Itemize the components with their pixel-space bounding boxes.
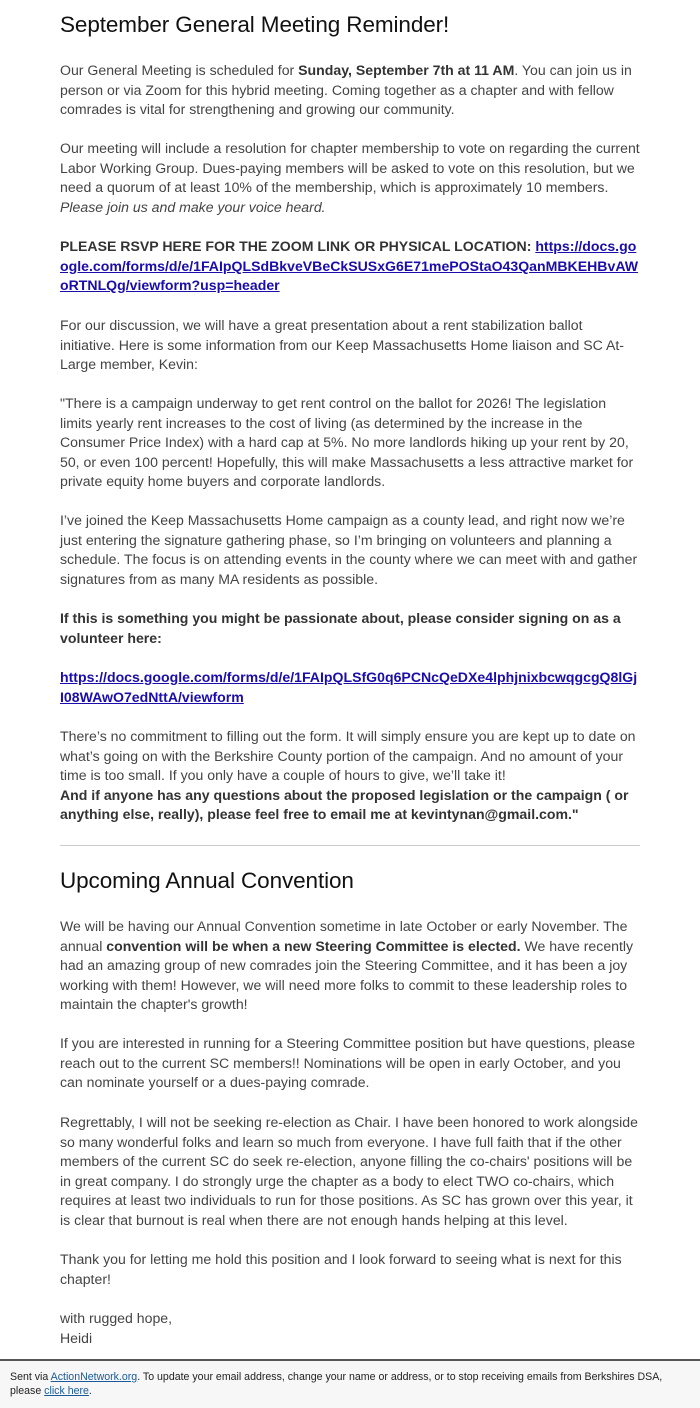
convention-paragraph-1: We will be having our Annual Convention sometime in late October or early November. The annual convention will be when a new Steering Committee is elected. We have recently had an amazing group of new comrades join the Steering Committee, and it has been a joy working with them! However, we will need more folks to commit to these leadership roles to maintain the chapter's growth! — [60, 918, 634, 1012]
convention-paragraph-2: If you are interested in running for a Steering Committee position but have questions, please reach out to the current SC members!! Nominations will be open in early October, and you can nominate yourself or a dues-paying comrade. — [60, 1035, 636, 1090]
convention-heading: Upcoming Annual Convention — [60, 868, 354, 893]
meeting-heading: September General Meeting Reminder! — [60, 12, 450, 37]
quote-paragraph-1: "There is a campaign underway to get rent control on the ballot for 2026! The legislation limits yearly rent increases to the cost of living (as determined by the increase in the Consumer Price Index) with a hard cap at 5%. No more landlords hiking up your rent by 20, 50, or even 100 percent! Hopefully, this will make Massachusetts a less attractive market for private equity home buyers and corporate landlords. — [60, 395, 634, 489]
unsubscribe-link[interactable]: click here — [44, 1385, 89, 1397]
convention-highlight: convention will be when a new Steering Committee is elected. — [106, 937, 521, 954]
volunteer-link[interactable]: https://docs.google.com/forms/d/e/1FAIpQLSfG0q6PCNcQeDXe4lphjnixbcwqgcgQ8lGjI08WAwO7edNttA/viewform — [60, 669, 638, 705]
section-divider — [60, 845, 640, 846]
quote-paragraph-2: I’ve joined the Keep Massachusetts Home campaign as a county lead, and right now we’re just entering the signature gathering phase, so I’m bringing on volunteers and planning a schedule. The focus is on attending events in the county where we can meet with and gather signatures from as many MA residents as possible. — [60, 512, 638, 587]
resolution-paragraph: Our meeting will include a resolution for chapter membership to vote on regarding the current Labor Working Group. Dues-paying members will be asked to vote on this resolution, but we need a quorum of at least 10% of the membership, which is approximately 10 members. Please join us and make your voice heard. — [60, 140, 640, 215]
contact-note: And if anyone has any questions about the proposed legislation or the campaign ( or anything else, really), please feel free to email me at kevintynan@gmail.com." — [60, 786, 629, 822]
discussion-paragraph: For our discussion, we will have a great presentation about a rent stabilization ballot initiative. Here is some information from our Keep Massachusetts Home liaison and SC At-Large member, Kevin: — [60, 317, 624, 372]
call-to-action: Please join us and make your voice heard. — [60, 198, 326, 215]
meeting-intro-paragraph: Our General Meeting is scheduled for Sunday, September 7th at 11 AM. You can join us in person or via Zoom for this hybrid meeting. Coming together as a chapter and with fellow comrades is vital for strengthening and growing our community. — [60, 62, 632, 117]
signoff: with rugged hope, — [60, 1310, 173, 1326]
rsvp-paragraph — [60, 237, 640, 296]
rsvp-label: PLEASE RSVP HERE FOR THE ZOOM LINK OR PHYSICAL LOCATION: — [60, 238, 536, 254]
quote-paragraph-3: There’s no commitment to filling out the form. It will simply ensure you are kept up to date on what’s going on with the Berkshire County portion of the campaign. And no amount of your time is too small. If you only have a couple of hours to give, we’ll take it! And if anyone has any questions about the proposed legislation or the campaign ( or anything else, really), please feel free to email me at kevintynan@gmail.com." — [60, 728, 636, 822]
convention-paragraph-3: Regrettably, I will not be seeking re-election as Chair. I have been honored to work alongside so many wonderful folks and learn so much from everyone. I have full faith that if the other members of the current SC do seek re-election, anyone filling the co-chairs' positions will be in great company. I do strongly urge the chapter as a body to elect TWO co-chairs, which requires at least two individuals to run for those positions. As SC has grown over this year, it is clear that burnout is real when there are not enough hands helping at this level. — [60, 1114, 638, 1228]
signature-block — [60, 1309, 640, 1348]
rsvp-link[interactable]: https://docs.google.com/forms/d/e/1FAIpQLSdBkveVBeCkSUSxG6E71mePOStaO43QanMBKEHBvAWoRTNLQg/viewform?usp=header — [60, 238, 639, 293]
volunteer-prompt: If this is something you might be passionate about, please consider signing on as a volunteer here: — [60, 610, 621, 646]
signature: Heidi — [60, 1329, 93, 1346]
meeting-datetime: Sunday, September 7th at 11 AM — [298, 62, 515, 78]
volunteer-paragraph — [60, 668, 640, 707]
email-footer: Sent via ActionNetwork.org. To update your email address, change your name or address, or to stop receiving emails from Berkshires DSA, please click here. — [0, 1359, 700, 1408]
thank-you-paragraph: Thank you for letting me hold this position and I look forward to seeing what is next for this chapter! — [60, 1251, 622, 1287]
action-network-link[interactable]: ActionNetwork.org — [50, 1371, 138, 1383]
